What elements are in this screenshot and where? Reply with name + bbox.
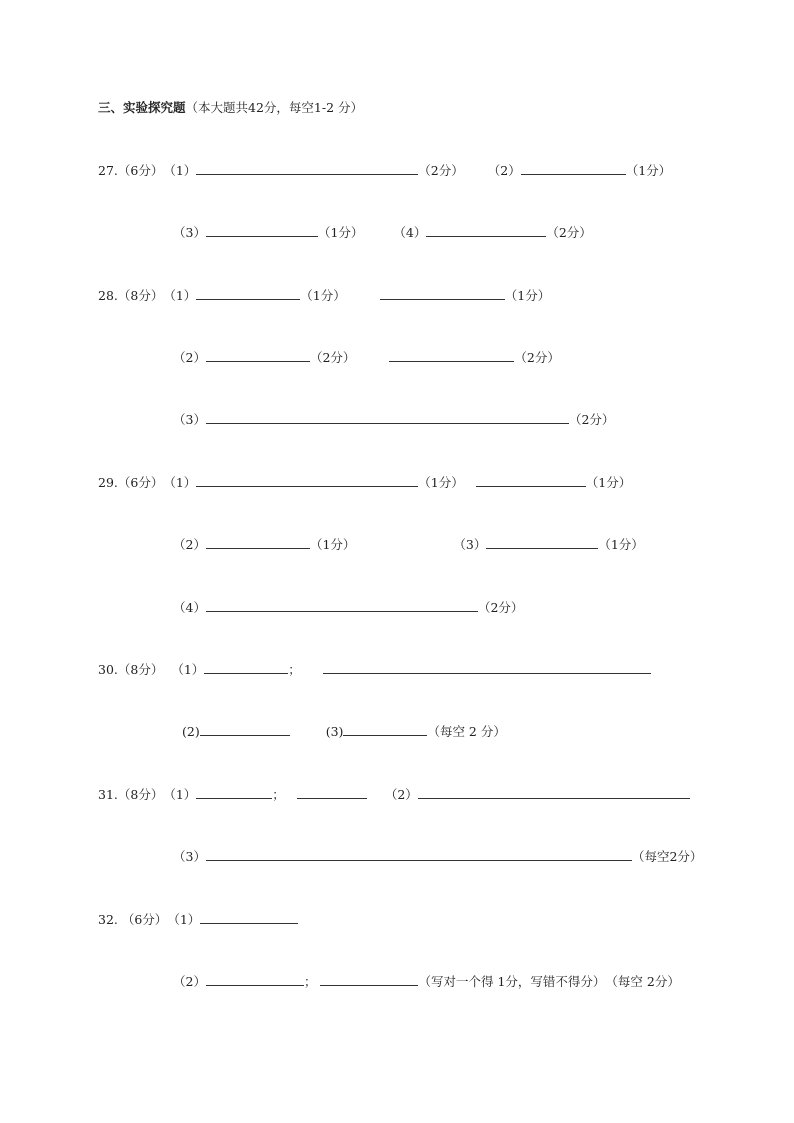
section-note: （本大题共42分，每空1-2 分） [185,100,364,115]
q31-part2-blank[interactable] [418,787,690,799]
q30-row-2 [182,724,506,740]
q28-part3-label: （3） [173,412,206,427]
q29-part2-blank[interactable] [206,537,310,549]
q31-row-2 [173,849,702,865]
q32-part2a-blank[interactable] [206,974,304,986]
section-heading [98,100,363,116]
section-title: 三、实验探究题 [98,100,186,115]
q29-row-1 [98,475,631,491]
q29-row-2 [173,537,644,553]
q29-part4-score: （2分） [477,600,524,615]
q28-part1a-score: （1分） [300,288,346,303]
q31-part1-label: （1） [163,787,197,802]
q30-row-1 [98,662,651,678]
q29-part3-label: （3） [453,537,487,552]
q29-part2-label: （2） [173,537,206,552]
q29-part4-blank[interactable] [206,600,478,612]
q29-row-3 [173,600,523,616]
q29-part1a-blank[interactable] [196,475,418,487]
q32-part1-label: （1） [167,912,201,927]
q29-part1b-score: （1分） [585,475,632,490]
q29-part4-label: （4） [173,600,206,615]
q28-part1b-blank[interactable] [380,288,505,300]
q32-rule: （写对一个得 1分，写错不得分） [418,974,606,989]
q28-part2-label: （2） [173,350,206,365]
q28-part2a-score: （2分） [309,350,356,365]
q31-part3-blank[interactable] [206,849,632,861]
q27-row-1 [98,163,671,179]
q31-each-score: （每空2分） [631,849,703,864]
q28-part2b-blank[interactable] [389,350,514,362]
q32-part2b-blank[interactable] [320,974,418,986]
q30-separator: ； [288,662,301,677]
q27-part4-score: （2分） [546,225,592,240]
q32-row-2 [173,974,680,990]
q28-part3-blank[interactable] [206,412,569,424]
q28-row-1 [98,288,550,304]
q27-part2-score: （1分） [625,163,672,178]
q27-part1-score: （2分） [418,163,464,178]
q32-part2-label: （2） [173,974,206,989]
q30-each-score: （每空 2 分） [427,724,506,739]
q30-part3-blank[interactable] [343,724,427,736]
q30-number: 30.（8分） [98,662,164,677]
q32-separator: ； [303,974,317,989]
q27-row-2 [173,225,592,241]
q27-part4-label: （4） [393,225,427,240]
q27-part3-label: （3） [173,225,206,240]
q30-part2-blank[interactable] [200,724,290,736]
q32-number: 32. （6分） [98,912,168,927]
q30-part1-label: （1） [171,662,205,677]
q30-part2-label: (2) [182,724,200,739]
q27-part3-blank[interactable] [206,225,318,237]
q31-number: 31.（8分） [98,787,164,802]
q27-part4-blank[interactable] [426,225,546,237]
q30-part3-label: (3) [325,724,344,739]
q31-part1a-blank[interactable] [196,787,272,799]
q28-number: 28.（8分） [98,288,164,303]
q28-part1b-score: （1分） [504,288,551,303]
q29-part1-label: （1） [163,475,197,490]
q29-part1a-score: （1分） [418,475,464,490]
q28-part2a-blank[interactable] [206,350,310,362]
q30-part1a-blank[interactable] [204,662,288,674]
q31-part2-label: （2） [384,787,418,802]
q29-part3-blank[interactable] [486,537,598,549]
q31-part3-label: （3） [173,849,206,864]
q32-part1-blank[interactable] [200,912,298,924]
q30-part1b-blank[interactable] [323,662,651,674]
q32-each-score: （每空 2分） [605,974,680,989]
q28-part1a-blank[interactable] [196,288,300,300]
q31-part1b-blank[interactable] [297,787,367,799]
q29-part3-score: （1分） [598,537,644,552]
q28-part1-label: （1） [163,288,197,303]
q27-part1-blank[interactable] [196,163,418,175]
q28-part3-score: （2分） [568,412,615,427]
q28-part2b-score: （2分） [514,350,560,365]
q31-separator: ； [272,787,285,802]
q32-row-1 [98,912,298,928]
q27-part2-blank[interactable] [521,163,626,175]
q28-row-3 [173,412,614,428]
q29-part1b-blank[interactable] [476,475,586,487]
q27-part3-score: （1分） [317,225,364,240]
q28-row-2 [173,350,560,366]
q27-part1-label: （1） [163,163,197,178]
q29-number: 29.（6分） [98,475,164,490]
q29-part2-score: （1分） [309,537,356,552]
q27-part2-label: （2） [487,163,521,178]
q27-number: 27.（6分） [98,163,164,178]
q31-row-1 [98,787,690,803]
